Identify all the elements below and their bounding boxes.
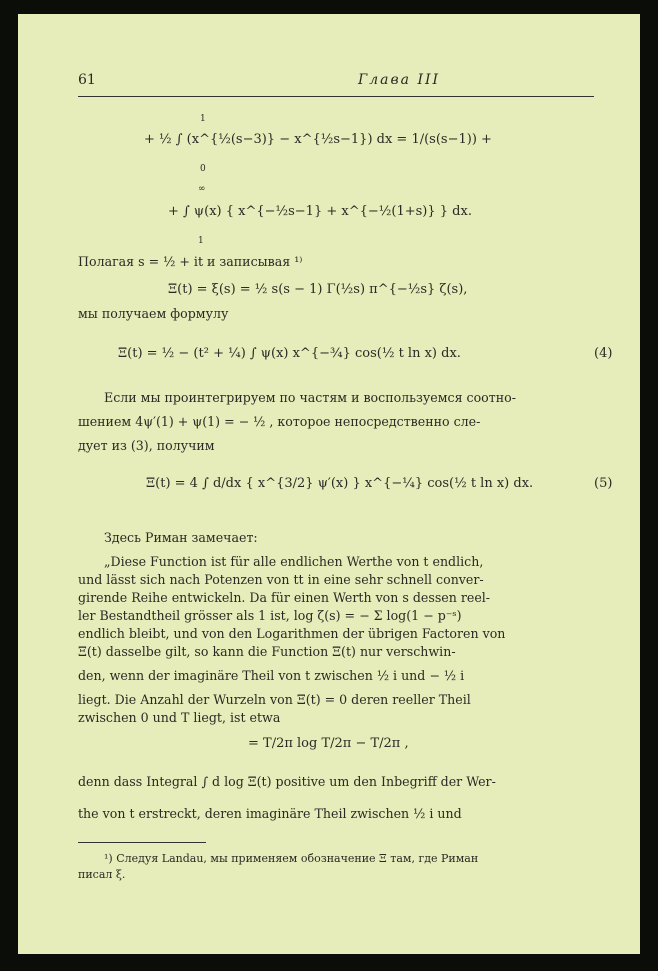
quote-line-9: zwischen 0 und T liegt, ist etwa (78, 710, 281, 725)
equation-number-5: (5) (594, 476, 613, 491)
integral-lower-limit: 0 (200, 164, 206, 174)
paragraph-setting-s: Полагая s = ½ + it и записывая ¹⁾ (78, 254, 303, 269)
footnote-divider (78, 842, 206, 843)
quote-line-6: Ξ(t) dasselbe gilt, so kann die Function Ξ(t) nur verschwin- (78, 644, 456, 659)
quote-line-7: den, wenn der imaginäre Theil von t zwischen ½ i und − ½ i (78, 668, 465, 683)
integral-upper-limit: 1 (200, 114, 206, 124)
page-number: 61 (78, 72, 96, 88)
quote-line-2: und lässt sich nach Potenzen von tt in eine sehr schnell conver- (78, 572, 484, 587)
book-page (18, 14, 640, 954)
quote-line-10: denn dass Integral ∫ d log Ξ(t) positive um den Inbegriff der Wer- (78, 774, 496, 789)
formula-1: + ½ ∫ (x^{½(s−3)} − x^{½s−1}) dx = 1/(s(s−1)) + (144, 132, 492, 147)
quote-line-11: the von t erstreckt, deren imaginäre Theil zwischen ½ i und (78, 806, 462, 821)
quote-line-4: ler Bestandtheil grösser als 1 ist, log ζ(s) = − Σ log(1 − p⁻ˢ) (78, 608, 462, 623)
formula-root-count: = T/2π log T/2π − T/2π , (248, 736, 409, 751)
integral-lower-limit: 1 (198, 236, 204, 246)
formula-4: Ξ(t) = ½ − (t² + ¼) ∫ ψ(x) x^{−¾} cos(½ t ln x) dx. (118, 346, 461, 361)
formula-xi-definition: Ξ(t) = ξ(s) = ½ s(s − 1) Γ(½s) π^{−½s} ζ(s), (168, 282, 468, 297)
quote-line-5: endlich bleibt, und von den Logarithmen der übrigen Factoren von (78, 626, 506, 641)
quote-line-3: girende Reihe entwickeln. Da für einen Werth von s dessen reel- (78, 590, 491, 605)
paragraph-integrate-line-3: дует из (3), получим (78, 438, 215, 453)
paragraph-riemann-remarks: Здесь Риман замечает: (104, 530, 258, 545)
chapter-title: Глава III (358, 72, 441, 88)
paragraph-we-get: мы получаем формулу (78, 306, 229, 321)
footnote-line-2: писал ξ. (78, 868, 126, 881)
footnote-line-1: ¹) Следуя Landau, мы применяем обозначение Ξ там, где Риман (104, 852, 479, 865)
equation-number-4: (4) (594, 346, 613, 361)
page-header (78, 72, 594, 97)
formula-2: + ∫ ψ(x) { x^{−½s−1} + x^{−½(1+s)} } dx. (168, 204, 472, 219)
paragraph-integrate-line-1: Если мы проинтегрируем по частям и воспользуемся соотно- (104, 390, 516, 405)
paragraph-integrate-line-2: шением 4ψ′(1) + ψ(1) = − ½ , которое непосредственно сле- (78, 414, 481, 429)
quote-line-1: „Diese Function ist für alle endlichen Werthe von t endlich, (104, 554, 484, 569)
quote-line-8: liegt. Die Anzahl der Wurzeln von Ξ(t) = 0 deren reeller Theil (78, 692, 471, 707)
integral-upper-limit: ∞ (198, 184, 206, 194)
formula-5: Ξ(t) = 4 ∫ d/dx { x^{3/2} ψ′(x) } x^{−¼} cos(½ t ln x) dx. (146, 476, 534, 491)
